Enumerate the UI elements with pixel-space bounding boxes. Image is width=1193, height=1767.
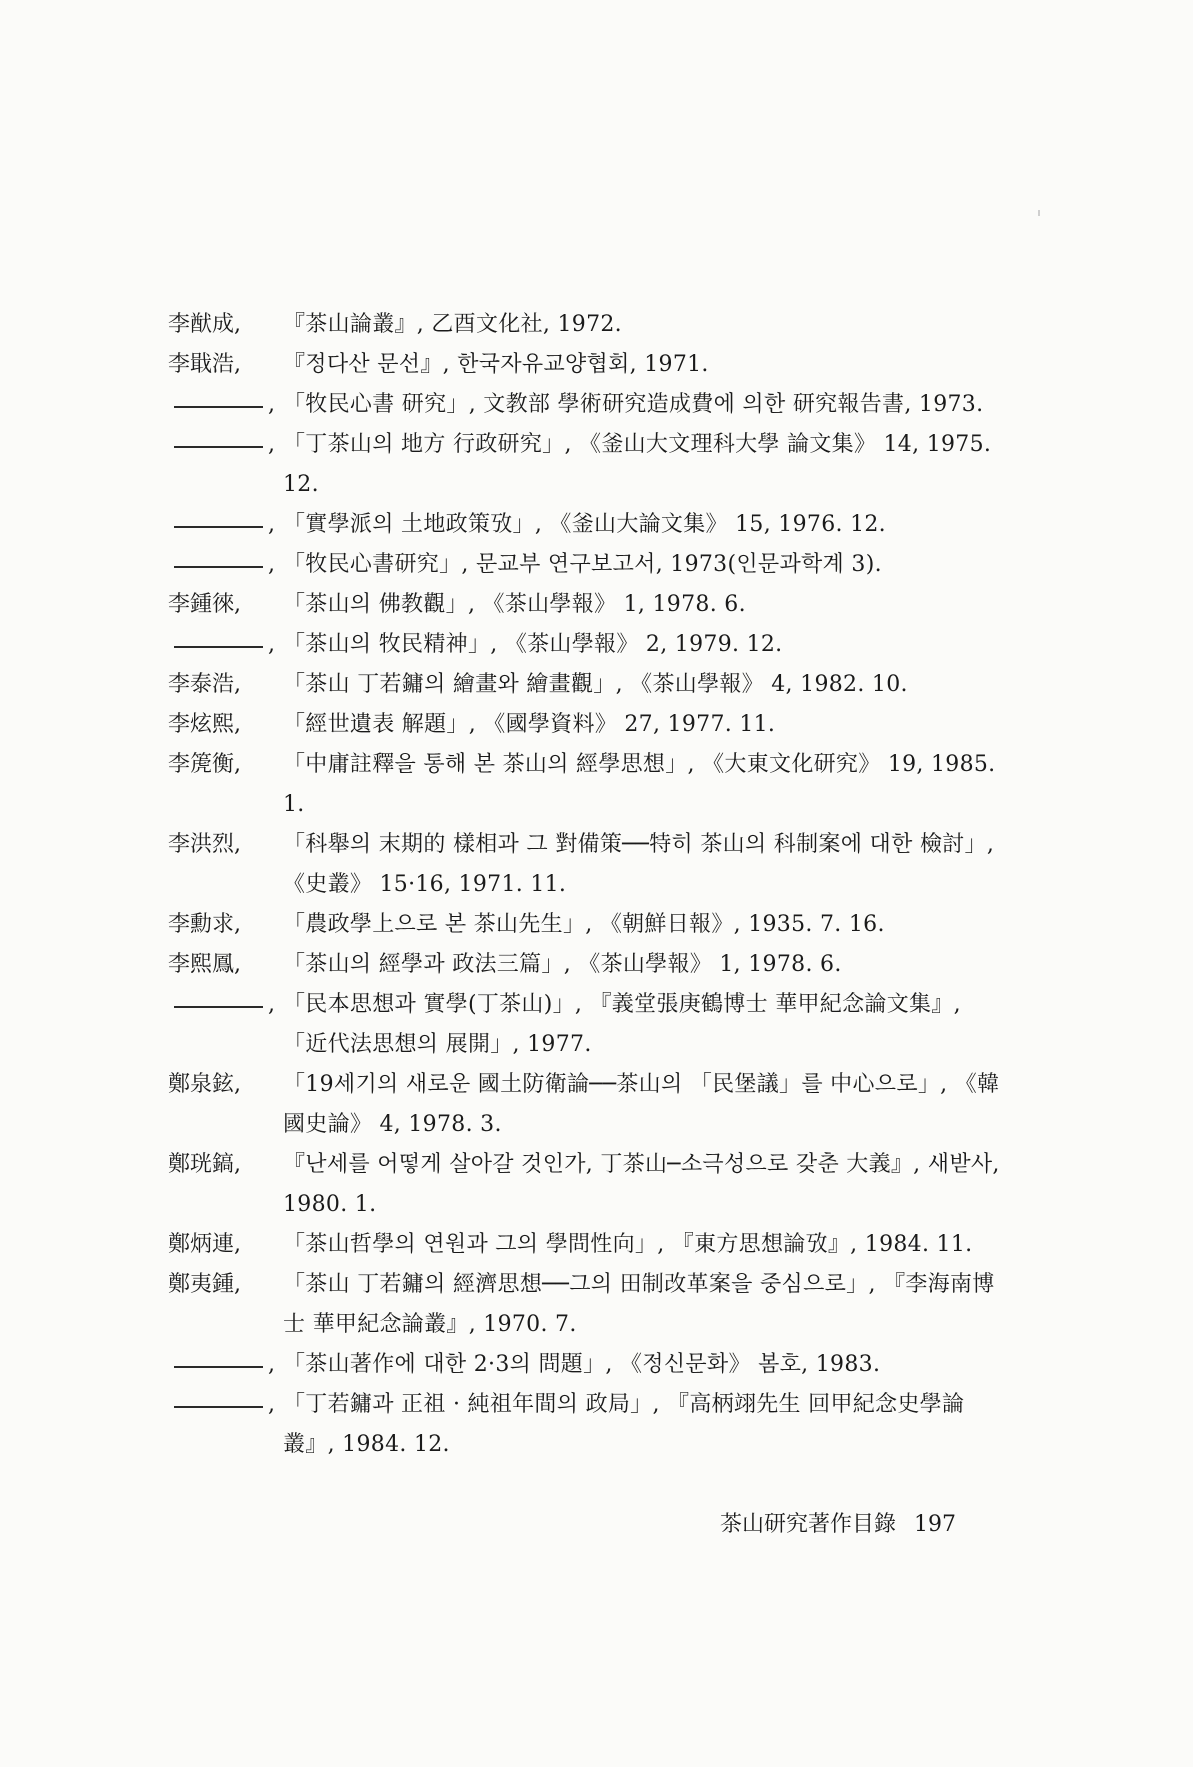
bibliography-entry bbox=[168, 625, 1008, 665]
ditto-rule bbox=[174, 526, 263, 528]
bibliography-entry bbox=[168, 505, 1008, 545]
entry-author: 鄭夷鍾, bbox=[168, 1272, 241, 1297]
running-title: 茶山研究著作目錄 bbox=[720, 1512, 897, 1537]
bibliography-entry bbox=[168, 665, 1008, 705]
entry-work: 「中庸註釋을 통해 본 茶山의 經學思想」, 《大東文化研究》 19, 1985. 1. bbox=[283, 752, 996, 817]
ditto-dash bbox=[168, 1385, 283, 1425]
ditto-comma: , bbox=[268, 392, 275, 417]
ditto-dash bbox=[168, 985, 283, 1025]
entry-work: 「丁若鏞과 正祖 · 純祖年間의 政局」, 『高柄翊先生 回甲紀念史學論叢』, 1984. 12. bbox=[283, 1392, 965, 1457]
bibliography-entry bbox=[168, 1385, 1008, 1465]
ditto-rule bbox=[174, 646, 263, 648]
entry-author: 李洪烈, bbox=[168, 832, 241, 857]
bibliography-entry bbox=[168, 345, 1008, 385]
bibliography-entry bbox=[168, 1345, 1008, 1385]
bibliography-entry bbox=[168, 425, 1008, 505]
entry-author: 李猷成, bbox=[168, 312, 241, 337]
ditto-dash bbox=[168, 545, 283, 585]
bibliography-entry bbox=[168, 385, 1008, 425]
entry-work: 『난세를 어떻게 살아갈 것인가, 丁茶山─소극성으로 갖춘 大義』, 새받사, 1980. 1. bbox=[283, 1152, 1000, 1217]
ditto-comma: , bbox=[268, 1352, 275, 1377]
entry-work: 「茶山哲學의 연원과 그의 學問性向」, 『東方思想論攷』, 1984. 11. bbox=[283, 1232, 973, 1257]
ditto-comma: , bbox=[268, 432, 275, 457]
bibliography-entry bbox=[168, 945, 1008, 985]
bibliography-entry bbox=[168, 905, 1008, 945]
ditto-comma: , bbox=[268, 992, 275, 1017]
entry-author: 李箎衡, bbox=[168, 752, 241, 777]
bibliography-entry bbox=[168, 1065, 1008, 1145]
entry-work: 「牧民心書 研究」, 文教部 學術研究造成費에 의한 研究報告書, 1973. bbox=[283, 392, 984, 417]
ditto-dash bbox=[168, 505, 283, 545]
scan-speck bbox=[1038, 210, 1040, 216]
bibliography-entry bbox=[168, 1145, 1008, 1225]
bibliography-entry bbox=[168, 305, 1008, 345]
bibliography-entry bbox=[168, 825, 1008, 905]
entry-author: 鄭泉鉉, bbox=[168, 1072, 241, 1097]
entry-work: 「茶山著作에 대한 2·3의 問題」, 《정신문화》 봄호, 1983. bbox=[283, 1352, 881, 1377]
bibliography-entry bbox=[168, 985, 1008, 1065]
ditto-rule bbox=[174, 1006, 263, 1008]
ditto-comma: , bbox=[268, 552, 275, 577]
entry-work: 『정다산 문선』, 한국자유교양협회, 1971. bbox=[283, 352, 709, 377]
ditto-dash bbox=[168, 625, 283, 665]
bibliography-entry bbox=[168, 705, 1008, 745]
bibliography-entry bbox=[168, 1225, 1008, 1265]
entry-author: 李鍾徠, bbox=[168, 592, 241, 617]
entry-author: 李戢浩, bbox=[168, 352, 241, 377]
entry-author: 李炫熙, bbox=[168, 712, 241, 737]
page-number: 197 bbox=[914, 1512, 957, 1537]
ditto-rule bbox=[174, 446, 263, 448]
page-footer bbox=[720, 1508, 1020, 1542]
entry-work: 「丁茶山의 地方 行政研究」, 《釜山大文理科大學 論文集》 14, 1975. 12. bbox=[283, 432, 992, 497]
ditto-comma: , bbox=[268, 632, 275, 657]
entry-work: 「牧民心書研究」, 문교부 연구보고서, 1973(인문과학계 3). bbox=[283, 552, 882, 577]
entry-author: 鄭珖鎬, bbox=[168, 1152, 241, 1177]
bibliography-entry bbox=[168, 745, 1008, 825]
entry-work: 「茶山 丁若鏞의 繪畫와 繪畫觀」, 《茶山學報》 4, 1982. 10. bbox=[283, 672, 908, 697]
ditto-rule bbox=[174, 406, 263, 408]
entry-work: 「茶山의 佛教觀」, 《茶山學報》 1, 1978. 6. bbox=[283, 592, 746, 617]
bibliography-entry bbox=[168, 545, 1008, 585]
entry-work: 「19세기의 새로운 國土防衛論──茶山의 「民堡議」를 中心으로」, 《韓國史論》 4, 1978. 3. bbox=[283, 1072, 1000, 1137]
entry-work: 「農政學上으로 본 茶山先生」, 《朝鮮日報》, 1935. 7. 16. bbox=[283, 912, 885, 937]
ditto-comma: , bbox=[268, 1392, 275, 1417]
ditto-rule bbox=[174, 1366, 263, 1368]
entry-work: 「科舉의 末期的 樣相과 그 對備策──特히 茶山의 科制案에 대한 檢討」, 《史叢》 15·16, 1971. 11. bbox=[283, 832, 995, 897]
bibliography-entry bbox=[168, 585, 1008, 625]
entry-work: 「茶山의 牧民精神」, 《茶山學報》 2, 1979. 12. bbox=[283, 632, 783, 657]
ditto-dash bbox=[168, 1345, 283, 1385]
entry-author: 李泰浩, bbox=[168, 672, 241, 697]
ditto-dash bbox=[168, 385, 283, 425]
entry-work: 「茶山의 經學과 政法三篇」, 《茶山學報》 1, 1978. 6. bbox=[283, 952, 842, 977]
entry-work: 「茶山 丁若鏞의 經濟思想──그의 田制改革案을 중심으로」, 『李海南博士 華甲紀念論叢』, 1970. 7. bbox=[283, 1272, 995, 1337]
entry-author: 李熙鳳, bbox=[168, 952, 241, 977]
ditto-rule bbox=[174, 566, 263, 568]
entry-author: 李勳求, bbox=[168, 912, 241, 937]
ditto-rule bbox=[174, 1406, 263, 1408]
entry-work: 『茶山論叢』, 乙酉文化社, 1972. bbox=[283, 312, 622, 337]
bibliography-entry bbox=[168, 1265, 1008, 1345]
entry-work: 「民本思想과 實學(丁茶山)」, 『義堂張庚鶴博士 華甲紀念論文集』, 「近代法思想의 展開」, 1977. bbox=[283, 992, 961, 1057]
entry-work: 「經世遺表 解題」, 《國學資料》 27, 1977. 11. bbox=[283, 712, 776, 737]
ditto-dash bbox=[168, 425, 283, 465]
ditto-comma: , bbox=[268, 512, 275, 537]
entry-author: 鄭炳連, bbox=[168, 1232, 241, 1257]
entry-work: 「實學派의 土地政策攷」, 《釜山大論文集》 15, 1976. 12. bbox=[283, 512, 886, 537]
bibliography-list bbox=[168, 305, 1008, 1465]
